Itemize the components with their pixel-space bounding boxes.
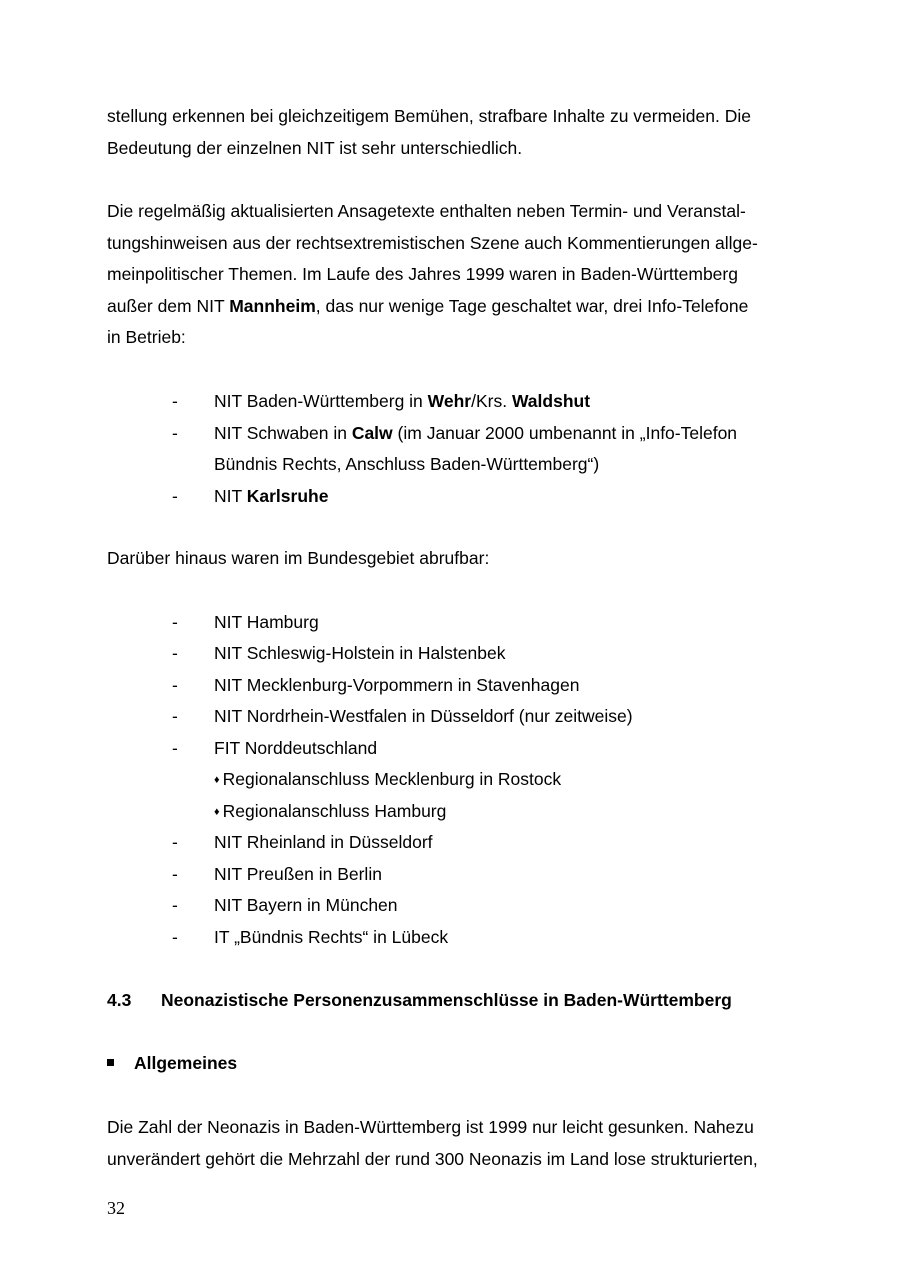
square-bullet-icon	[107, 1059, 114, 1066]
list-item: - IT „Bündnis Rechts“ in Lübeck	[172, 927, 449, 947]
list-item: - NIT Mecklenburg-Vorpommern in Stavenhagen	[172, 675, 580, 695]
list-item-continuation: Bündnis Rechts, Anschluss Baden-Württemberg“)	[214, 454, 600, 474]
page-number: 32	[107, 1198, 125, 1218]
list-item: - NIT Schwaben in Calw (im Januar 2000 umbenannt in „Info-Telefon	[172, 423, 738, 443]
list-item: - NIT Preußen in Berlin	[172, 864, 382, 884]
list-item: - NIT Karlsruhe	[172, 486, 329, 506]
list-item: - NIT Baden-Württemberg in Wehr/Krs. Waldshut	[172, 391, 591, 411]
bold-mannheim: Mannheim	[229, 295, 316, 316]
list-item: - FIT Norddeutschland	[172, 738, 378, 758]
list-item: - NIT Nordrhein-Westfalen in Düsseldorf (nur zeitweise)	[172, 706, 633, 726]
section-heading: 4.3 Neonazistische Personenzusammenschlüsse in Baden-Württemberg	[107, 990, 732, 1010]
diamond-bullet-icon: ♦	[214, 806, 220, 818]
subsection-heading: Allgemeines	[107, 1048, 237, 1080]
list-item: - NIT Bayern in München	[172, 895, 398, 915]
list-item: - NIT Schleswig-Holstein in Halstenbek	[172, 643, 506, 663]
paragraph-ansagetexte: Die regelmäßig aktualisierten Ansagetexte enthalten neben Termin- und Veranstal- tungshinweisen aus der rechtsextremistischen Szene auch Kommentierungen allge- meinpolitischer Themen. Im Laufe des Jahres 1999 waren in Baden-Württemberg außer dem NIT Mannheim, das nur wenige Tage geschaltet war, drei Info-Telefone in Betrieb:	[107, 201, 758, 347]
sub-list-item: ♦ Regionalanschluss Mecklenburg in Rostock	[0, 764, 900, 796]
paragraph-neonazis: Die Zahl der Neonazis in Baden-Württemberg ist 1999 nur leicht gesunken. Nahezu unverändert gehört die Mehrzahl der rund 300 Neonazis im Land lose strukturierten,	[107, 1117, 758, 1169]
list-item: - NIT Rheinland in Düsseldorf	[172, 832, 433, 852]
diamond-bullet-icon: ♦	[214, 774, 220, 786]
sub-list-item: ♦ Regionalanschluss Hamburg	[0, 796, 900, 828]
paragraph-intro: stellung erkennen bei gleichzeitigem Bemühen, strafbare Inhalte zu vermeiden. Die Bedeutung der einzelnen NIT ist sehr unterschiedlich.	[107, 106, 751, 158]
paragraph-bundesgebiet: Darüber hinaus waren im Bundesgebiet abrufbar:	[107, 548, 490, 568]
list-item: - NIT Hamburg	[172, 612, 319, 632]
